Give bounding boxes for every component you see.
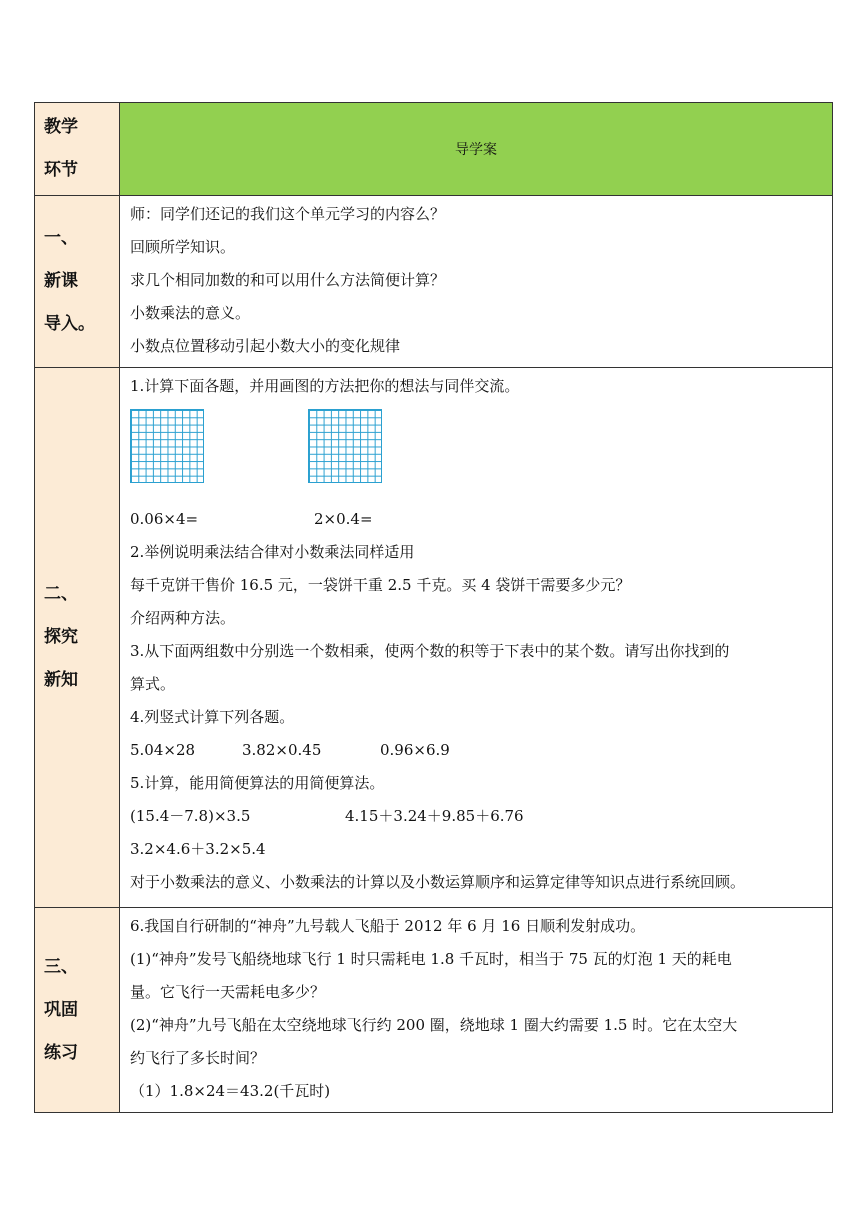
text-line: 算式。 bbox=[130, 675, 176, 693]
section3-content bbox=[120, 908, 832, 1112]
text-line: 3.从下面两组数中分别选一个数相乘，使两个数的积等于下表中的某个数。请写出你找到的 bbox=[130, 642, 730, 660]
text-line: (2)“神舟”九号飞船在太空绕地球飞行约 200 圈，绕地球 1 圈大约需要 1.5 时。它在太空大 bbox=[130, 1016, 738, 1034]
calc-line bbox=[130, 734, 832, 767]
text-line: 1.计算下面各题，并用画图的方法把你的想法与同伴交流。 bbox=[130, 377, 520, 395]
text-line: 回顾所学知识。 bbox=[130, 238, 236, 256]
grid-figures bbox=[130, 403, 832, 503]
header-left-cell bbox=[35, 103, 120, 195]
header-left-line2: 环节 bbox=[44, 160, 78, 180]
text-line: (1)“神舟”发号飞船绕地球飞行 1 时只需耗电 1.8 千瓦时，相当于 75 瓦的灯泡 1 天的耗电 bbox=[130, 950, 732, 968]
text-line: 6.我国自行研制的“神舟”九号载人飞船于 2012 年 6 月 16 日顺利发射成功。 bbox=[130, 917, 646, 935]
section1-content bbox=[120, 196, 832, 367]
grid-label-line bbox=[130, 503, 832, 536]
calc-item: 0.96×6.9 bbox=[380, 741, 450, 759]
section2-label-line: 新知 bbox=[44, 670, 78, 690]
header-left-line1: 教学 bbox=[44, 117, 78, 137]
header-title-cell bbox=[120, 103, 832, 195]
text-line: 4.列竖式计算下列各题。 bbox=[130, 708, 295, 726]
text-line: （1）1.8×24＝43.2(千瓦时) bbox=[130, 1082, 331, 1100]
expr-item: (15.4－7.8)×3.5 bbox=[130, 807, 251, 825]
section2-label-line: 二、 bbox=[44, 584, 78, 604]
section3-label-line: 巩固 bbox=[44, 999, 78, 1020]
section3-label-line: 三、 bbox=[44, 956, 78, 977]
header-title: 导学案 bbox=[455, 142, 497, 158]
header-row bbox=[35, 103, 832, 195]
calc-item: 3.82×0.45 bbox=[242, 741, 322, 759]
section3-row bbox=[35, 907, 832, 1112]
section1-label-line: 导入。 bbox=[44, 314, 95, 334]
expr-item: 4.15＋3.24＋9.85＋6.76 bbox=[345, 807, 524, 825]
section1-row bbox=[35, 195, 832, 367]
grid-label: 2×0.4= bbox=[314, 510, 373, 528]
text-line: 师：同学们还记的我们这个单元学习的内容么？ bbox=[130, 205, 446, 223]
text-line: 介绍两种方法。 bbox=[130, 609, 236, 627]
section2-row bbox=[35, 367, 832, 907]
text-line: 小数乘法的意义。 bbox=[130, 304, 251, 322]
section2-label bbox=[35, 368, 120, 907]
grid-label: 0.06×4= bbox=[130, 510, 199, 528]
section3-label-line: 练习 bbox=[44, 1042, 78, 1063]
section2-content bbox=[120, 368, 832, 907]
text-line: 约飞行了多长时间？ bbox=[130, 1049, 266, 1067]
text-line: 求几个相同加数的和可以用什么方法简便计算？ bbox=[130, 271, 446, 289]
section2-label-line: 探究 bbox=[44, 627, 78, 647]
section1-label-line: 一、 bbox=[44, 228, 78, 248]
lesson-plan-table bbox=[34, 102, 833, 1113]
section1-label bbox=[35, 196, 120, 367]
text-line: 每千克饼干售价 16.5 元，一袋饼干重 2.5 千克。买 4 袋饼干需要多少元？ bbox=[130, 576, 631, 594]
section3-label bbox=[35, 908, 120, 1112]
calc-item: 5.04×28 bbox=[130, 741, 196, 759]
hundred-grid-figure bbox=[130, 409, 204, 483]
text-line: 3.2×4.6＋3.2×5.4 bbox=[130, 840, 266, 858]
text-line: 量。它飞行一天需耗电多少？ bbox=[130, 983, 326, 1001]
text-line: 小数点位置移动引起小数大小的变化规律 bbox=[130, 337, 401, 355]
section1-label-line: 新课 bbox=[44, 271, 78, 291]
text-line: 5.计算，能用简便算法的用简便算法。 bbox=[130, 774, 385, 792]
summary-line: 对于小数乘法的意义、小数乘法的计算以及小数运算顺序和运算定律等知识点进行系统回顾。 bbox=[130, 873, 746, 891]
expr-line bbox=[130, 800, 832, 833]
hundred-grid-figure bbox=[308, 409, 382, 483]
text-line: 2.举例说明乘法结合律对小数乘法同样适用 bbox=[130, 543, 415, 561]
